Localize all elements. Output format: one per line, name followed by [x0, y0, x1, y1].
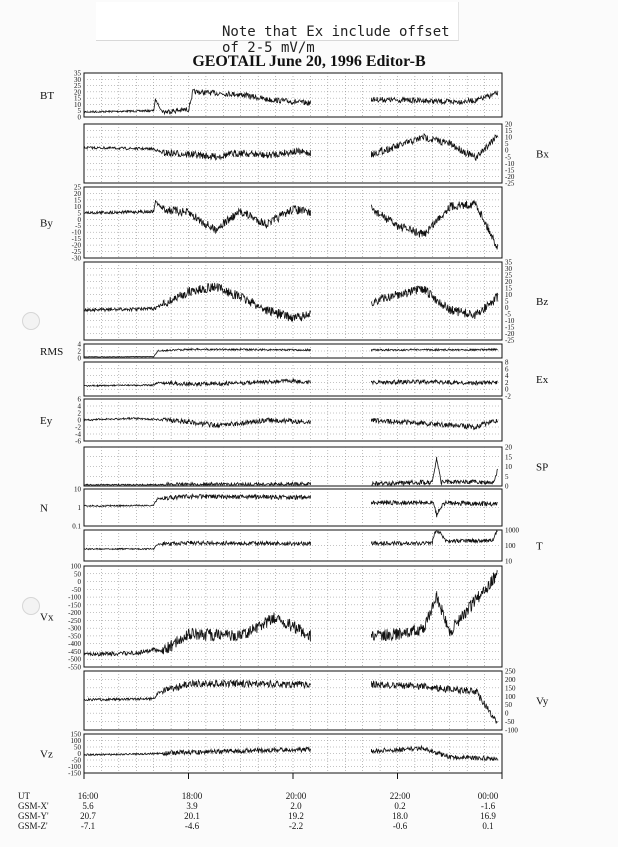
y-tick-label: -20 [505, 172, 515, 181]
y-tick-label: 25 [74, 183, 81, 192]
panel-label: Vz [40, 748, 53, 761]
y-tick-label: -150 [68, 769, 81, 778]
y-tick-label: 20 [505, 278, 512, 286]
y-tick-label: 25 [505, 271, 512, 280]
orbit-value: 2.0 [290, 801, 302, 811]
panel-label: Bx [536, 148, 549, 161]
y-tick-label: -50 [71, 585, 81, 594]
note-text: Note that Ex include offset of 2-5 mV/m [222, 24, 450, 56]
y-tick-label: 10 [505, 463, 512, 471]
y-tick-label: 10 [74, 485, 81, 494]
orbit-value: 0.1 [482, 821, 494, 831]
orbit-value: 19.2 [288, 811, 304, 821]
panel-label: Bz [536, 296, 549, 308]
x-tick-label: 20:00 [285, 791, 307, 801]
y-tick-label: -25 [505, 336, 515, 345]
y-tick-label: 4 [77, 402, 81, 411]
y-tick-label: 0 [505, 482, 509, 491]
y-tick-label: -100 [505, 726, 518, 735]
y-tick-label: 50 [74, 743, 81, 752]
y-tick-label: 0 [505, 385, 509, 394]
panel-label: T [536, 540, 543, 553]
y-tick-label: -20 [71, 241, 81, 250]
y-tick-label: -500 [68, 655, 81, 664]
y-tick-label: -550 [68, 663, 81, 672]
y-tick-label: -30 [71, 254, 81, 263]
y-tick-label: 6 [505, 365, 509, 374]
y-tick-label: 15 [505, 284, 512, 293]
orbit-value: -4.6 [184, 821, 200, 831]
y-tick-label: 10 [505, 133, 512, 142]
y-tick-label: -350 [68, 632, 81, 641]
y-tick-label: 4 [77, 340, 81, 349]
orbit-row-label: UT [18, 791, 30, 801]
y-tick-label: -5 [505, 310, 511, 319]
orbit-value: -1.6 [480, 801, 496, 811]
y-tick-label: 0 [505, 709, 509, 718]
orbit-value: -0.6 [392, 821, 408, 831]
y-tick-label: 5 [77, 107, 81, 116]
panel-label: RMS [40, 346, 64, 358]
y-tick-label: 0.1 [72, 522, 81, 531]
panel-label: N [40, 502, 48, 515]
y-tick-label: -250 [68, 616, 81, 625]
y-tick-label: -20 [505, 330, 515, 338]
y-tick-label: -10 [71, 228, 81, 237]
panel-label: BT [40, 90, 55, 102]
y-tick-label: 10 [505, 291, 512, 299]
y-tick-label: -10 [505, 317, 515, 325]
y-tick-label: 35 [74, 69, 81, 78]
y-tick-label: 15 [74, 94, 81, 103]
y-tick-label: 5 [505, 297, 509, 306]
orbit-value: 0.2 [394, 801, 406, 811]
y-tick-label: 0 [505, 304, 509, 312]
x-tick-label: 00:00 [477, 791, 499, 801]
y-tick-label: -4 [75, 430, 81, 439]
orbit-value: 5.6 [82, 801, 94, 811]
y-tick-label: 2 [505, 378, 509, 387]
y-tick-label: -50 [505, 718, 515, 727]
y-tick-label: -15 [71, 235, 81, 244]
y-tick-label: 30 [74, 75, 81, 84]
y-tick-label: -300 [68, 624, 81, 633]
y-tick-label: 20 [74, 189, 81, 198]
y-tick-label: -200 [68, 609, 81, 618]
orbit-value: 18.0 [392, 811, 408, 821]
y-tick-label: 5 [77, 209, 81, 218]
orbit-value: -7.1 [80, 821, 96, 831]
y-tick-label: 15 [74, 196, 81, 205]
y-tick-label: 15 [505, 453, 512, 462]
y-tick-label: 0 [77, 215, 81, 224]
y-tick-label: -2 [505, 392, 511, 401]
y-tick-label: 150 [70, 730, 81, 739]
y-tick-label: 10 [505, 557, 512, 566]
y-tick-label: 0 [77, 113, 81, 122]
x-tick-label: 16:00 [77, 791, 99, 801]
y-tick-label: -450 [68, 647, 81, 656]
y-tick-label: -15 [505, 323, 515, 332]
chart-title: GEOTAIL June 20, 1996 Editor-B [192, 53, 426, 70]
y-tick-label: 20 [74, 88, 81, 97]
y-tick-label: 100 [70, 562, 81, 571]
y-tick-label: -100 [68, 593, 81, 602]
y-tick-label: 10 [74, 100, 81, 109]
orbit-value: 20.1 [184, 811, 200, 821]
y-tick-label: -10 [505, 159, 515, 168]
y-tick-label: 50 [74, 570, 81, 579]
panel-label: Vx [40, 611, 54, 624]
y-tick-label: -5 [505, 153, 511, 162]
y-tick-label: 1000 [505, 526, 519, 535]
y-tick-label: 2 [77, 347, 81, 356]
y-tick-label: -25 [71, 248, 81, 257]
orbit-row-label: GSM-Y' [18, 811, 49, 821]
y-tick-label: 0 [77, 578, 81, 587]
y-tick-label: 2 [77, 409, 81, 418]
orbit-value: 16.9 [480, 811, 496, 821]
y-tick-label: 35 [505, 258, 512, 267]
y-tick-label: 30 [505, 265, 512, 273]
y-tick-label: 0 [77, 416, 81, 425]
y-tick-label: 20 [505, 443, 512, 452]
y-tick-label: -100 [68, 763, 81, 771]
y-tick-label: 250 [505, 667, 516, 676]
panel-frame [84, 671, 502, 730]
y-tick-label: 100 [70, 737, 81, 745]
orbit-value: 20.7 [80, 811, 96, 821]
y-tick-label: 4 [505, 372, 509, 381]
y-tick-label: 6 [77, 395, 81, 404]
y-tick-label: 5 [505, 472, 509, 481]
y-tick-label: 0 [77, 354, 81, 363]
orbit-row-label: GSM-Z' [18, 821, 48, 831]
y-tick-label: 20 [505, 120, 512, 129]
y-tick-label: -2 [75, 423, 81, 432]
orbit-value: -2.2 [288, 821, 304, 831]
y-tick-label: -6 [75, 437, 81, 446]
y-tick-label: 100 [505, 692, 516, 701]
orbit-value: 3.9 [186, 801, 198, 811]
y-tick-label: 15 [505, 127, 512, 136]
panel-label: SP [536, 461, 549, 474]
y-tick-label: 100 [505, 542, 516, 550]
y-tick-label: 50 [505, 701, 512, 710]
y-tick-label: 5 [505, 140, 509, 149]
panel-label: By [40, 217, 53, 230]
y-tick-label: 1 [77, 504, 81, 512]
y-tick-label: 25 [74, 82, 81, 91]
y-tick-label: -25 [505, 179, 515, 188]
y-tick-label: 8 [505, 358, 509, 367]
binder-hole [22, 597, 40, 615]
y-tick-label: -5 [75, 222, 81, 231]
y-tick-label: 0 [505, 146, 509, 155]
y-tick-label: 0 [77, 750, 81, 758]
y-tick-label: 200 [505, 675, 516, 684]
y-tick-label: -150 [68, 601, 81, 610]
orbit-row-label: GSM-X' [18, 801, 49, 811]
y-tick-label: 10 [74, 202, 81, 211]
panel-label: Vy [536, 695, 549, 708]
y-tick-label: -50 [71, 756, 81, 765]
y-tick-label: -15 [505, 166, 515, 175]
x-tick-label: 18:00 [181, 791, 203, 801]
y-tick-label: 150 [505, 684, 516, 693]
y-tick-label: -400 [68, 640, 81, 649]
panel-label: Ey [40, 415, 53, 427]
panel-label: Ex [536, 374, 549, 386]
binder-hole [22, 312, 40, 330]
x-tick-label: 22:00 [389, 791, 411, 801]
